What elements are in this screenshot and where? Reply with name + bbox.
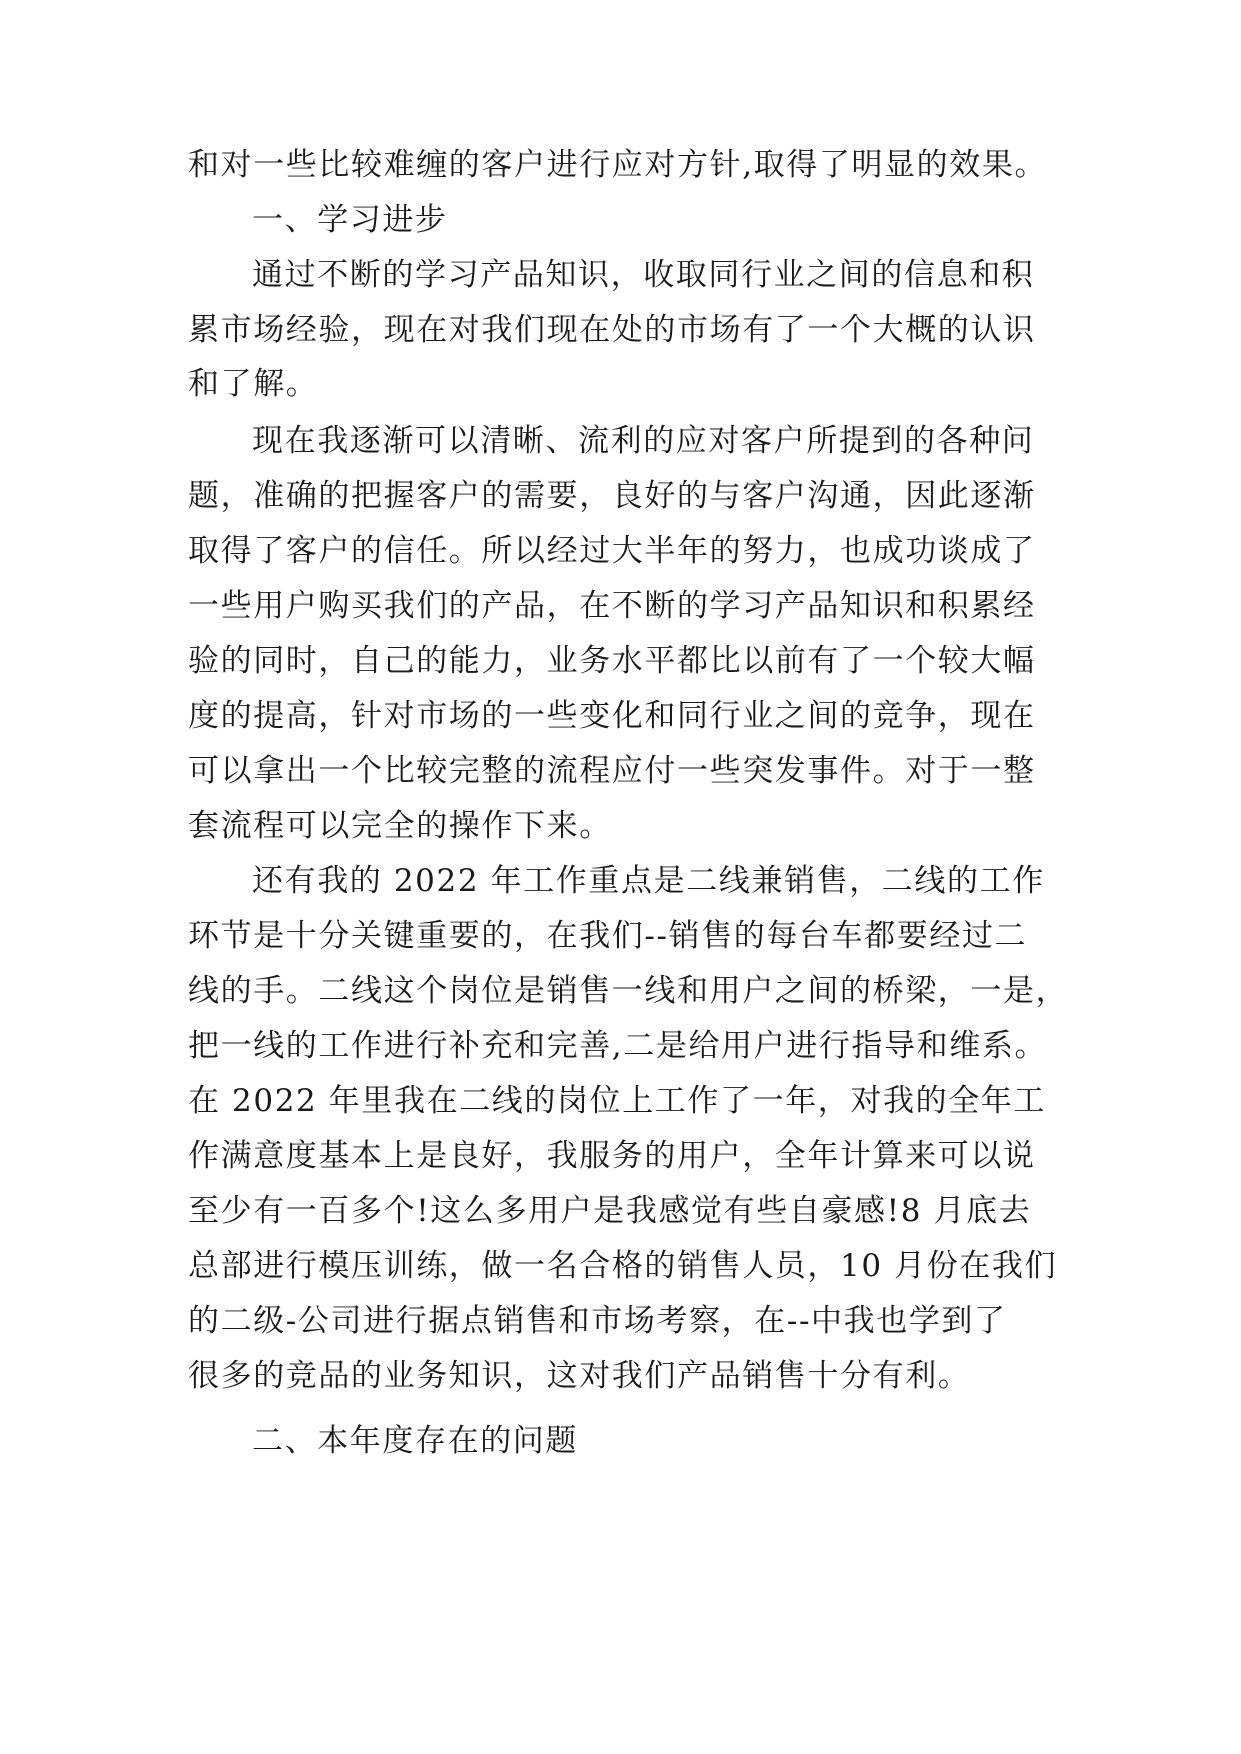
- text-line: 的二级-公司进行据点销售和市场考察，在--中我也学到了: [188, 1303, 1007, 1339]
- text-line: 题，准确的把握客户的需要，良好的与客户沟通，因此逐渐: [188, 478, 1036, 514]
- text-line: 作满意度基本上是良好，我服务的用户，全年计算来可以说: [188, 1138, 1036, 1174]
- text-line: 验的同时，自己的能力，业务水平都比以前有了一个较大幅: [188, 643, 1036, 679]
- text-line: 环节是十分关键重要的，在我们--销售的每台车都要经过二: [188, 918, 1028, 954]
- section-heading: 一、学习进步: [252, 202, 448, 238]
- text-line: 总部进行模压训练，做一名合格的销售人员，10 月份在我们: [188, 1248, 1058, 1284]
- text-line: 累市场经验，现在对我们现在处的市场有了一个大概的认识: [188, 312, 1036, 348]
- text-line: 把一线的工作进行补充和完善,二是给用户进行指导和维系。: [188, 1028, 1048, 1064]
- text-line: 在 2022 年里我在二线的岗位上工作了一年，对我的全年工: [188, 1083, 1046, 1119]
- section-heading: 二、本年度存在的问题: [252, 1423, 578, 1459]
- text-line: 套流程可以完全的操作下来。: [188, 808, 612, 844]
- text-line: 一些用户购买我们的产品，在不断的学习产品知识和积累经: [188, 588, 1036, 624]
- text-line: 通过不断的学习产品知识，收取同行业之间的信息和积: [252, 257, 1035, 293]
- text-line: 可以拿出一个比较完整的流程应付一些突发事件。对于一整: [188, 753, 1036, 789]
- text-line: 至少有一百多个!这么多用户是我感觉有些自豪感!8 月底去: [188, 1193, 1032, 1229]
- text-line: 很多的竞品的业务知识，这对我们产品销售十分有利。: [188, 1358, 971, 1394]
- text-line: 还有我的 2022 年工作重点是二线兼销售，二线的工作: [252, 863, 1045, 899]
- text-line: 和对一些比较难缠的客户进行应对方针,取得了明显的效果。: [188, 147, 1048, 183]
- text-line: 取得了客户的信任。所以经过大半年的努力，也成功谈成了: [188, 533, 1036, 569]
- text-line: 现在我逐渐可以清晰、流利的应对客户所提到的各种问: [252, 423, 1035, 459]
- text-line: 度的提高，针对市场的一些变化和同行业之间的竞争，现在: [188, 698, 1036, 734]
- text-line: 线的手。二线这个岗位是销售一线和用户之间的桥梁，一是，: [188, 973, 1069, 1009]
- text-line: 和了解。: [188, 366, 319, 402]
